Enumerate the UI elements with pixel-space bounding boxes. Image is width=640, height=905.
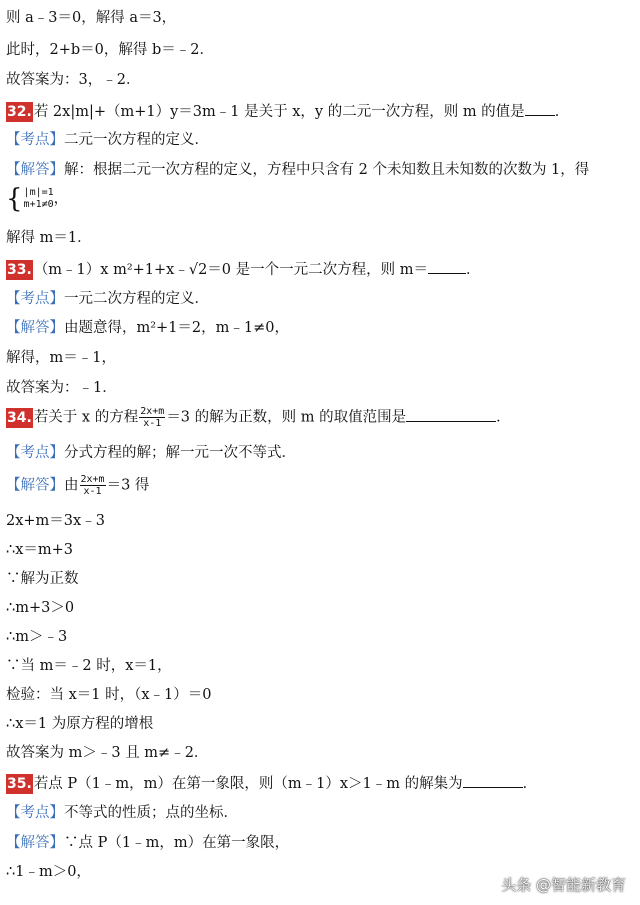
question-number: 32. — [7, 104, 32, 120]
system-rows — [24, 187, 54, 211]
question-text: （m﹣1）x m²+1+x﹣√2＝0 是一个一元二次方程，则 m＝ — [33, 262, 428, 278]
answer-text: 由 — [64, 477, 79, 494]
key-point-tag: 【考点】 — [6, 805, 64, 821]
question-number: 34. — [7, 409, 32, 426]
question-text: 若关于 x 的方程 — [33, 409, 139, 426]
watermark: 头条 @智能新教育 — [501, 876, 626, 894]
answer-tag: 【解答】 — [6, 477, 64, 494]
answer-text: 解：根据二元一次方程的定义，方程中只含有 2 个未知数且未知数的次数为 1，得 — [64, 162, 590, 178]
fraction-numerator: 2x+m — [140, 406, 165, 417]
key-point-text: 不等式的性质；点的坐标． — [64, 805, 238, 821]
question-33 — [6, 259, 634, 280]
question-text: 若点 P（1﹣m，m）在第一象限，则（m﹣1）x＞1﹣m 的解集为 — [33, 776, 463, 792]
fraction — [139, 406, 165, 429]
key-point — [6, 443, 634, 463]
answer-tag: 【解答】 — [6, 835, 64, 851]
equation-system — [6, 186, 634, 220]
answer-blank — [428, 259, 466, 274]
fraction-numerator: 2x+m — [80, 474, 105, 485]
question-text: ＝3 的解为正数，则 m 的取值范围是 — [166, 409, 407, 426]
key-point-text: 一元二次方程的定义． — [64, 291, 209, 307]
punctuation: ． — [554, 104, 570, 120]
answer-tag: 【解答】 — [6, 162, 64, 178]
question-34 — [6, 406, 634, 429]
text-line: 检验：当 x＝1 时，（x﹣1）＝0 — [6, 687, 212, 703]
answer-blank — [525, 101, 555, 116]
question-text: 若 2x|m|+（m+1）y＝3m﹣1 是关于 x，y 的二元一次方程，则 m 的值是 — [33, 104, 525, 120]
key-point-text: 二元一次方程的定义． — [64, 132, 209, 148]
text-line: ∴1﹣m＞0， — [6, 864, 91, 880]
text-line: ∵解为正数 — [6, 571, 79, 587]
answer-tag: 【解答】 — [6, 320, 64, 336]
text-line: ∴m＞﹣3 — [6, 629, 68, 645]
key-point-text: 分式方程的解；解一元一次不等式． — [64, 445, 296, 461]
answer — [6, 833, 634, 853]
brace-icon: { — [6, 184, 23, 214]
answer — [6, 160, 634, 180]
text-line: 2x+m＝3x﹣3 — [6, 513, 105, 529]
key-point-tag: 【考点】 — [6, 445, 64, 461]
text-line: 则 a﹣3＝0，解得 a＝3， — [6, 10, 177, 26]
answer-text: ＝3 得 — [106, 477, 150, 494]
question-35 — [6, 773, 634, 794]
question-number: 35. — [7, 776, 32, 792]
text-line: 此时，2+b＝0，解得 b＝﹣2． — [6, 42, 214, 58]
answer-text: ∵点 P（1﹣m，m）在第一象限， — [64, 835, 290, 851]
fraction-denominator: x-1 — [83, 486, 102, 497]
text-line: ∴x＝m+3 — [6, 542, 74, 558]
text-line: 解得，m＝﹣1， — [6, 350, 116, 366]
text-line: ∴x＝1 为原方程的增根 — [6, 716, 154, 732]
answer-text: 由题意得，m²+1＝2，m﹣1≠0， — [64, 320, 290, 336]
fraction — [80, 474, 106, 497]
key-point — [6, 130, 634, 150]
text-line: 解得 m＝1． — [6, 230, 92, 246]
punctuation: ． — [466, 262, 481, 278]
answer — [6, 318, 634, 338]
fraction-denominator: x-1 — [143, 418, 162, 429]
system-row: m+1≠0 — [23, 199, 54, 210]
text-line: ∵当 m＝﹣2 时，x＝1， — [6, 658, 172, 674]
punctuation: ， — [53, 191, 69, 207]
key-point-tag: 【考点】 — [6, 291, 64, 307]
punctuation: ． — [496, 409, 511, 426]
text-line: 故答案为：3，﹣2． — [6, 72, 141, 88]
answer-blank — [463, 773, 523, 788]
system-row: |m|=1 — [23, 187, 54, 198]
answer-blank — [406, 407, 496, 422]
text-line: 故答案为 m＞﹣3 且 m≠﹣2． — [6, 745, 209, 761]
key-point — [6, 803, 634, 823]
question-number: 33. — [7, 262, 32, 278]
key-point — [6, 289, 634, 309]
text-line: 故答案为：﹣1． — [6, 380, 117, 396]
key-point-tag: 【考点】 — [6, 132, 64, 148]
punctuation: ． — [522, 776, 538, 792]
text-line: ∴m+3＞0 — [6, 600, 75, 616]
answer — [6, 474, 634, 497]
question-32 — [6, 101, 634, 122]
